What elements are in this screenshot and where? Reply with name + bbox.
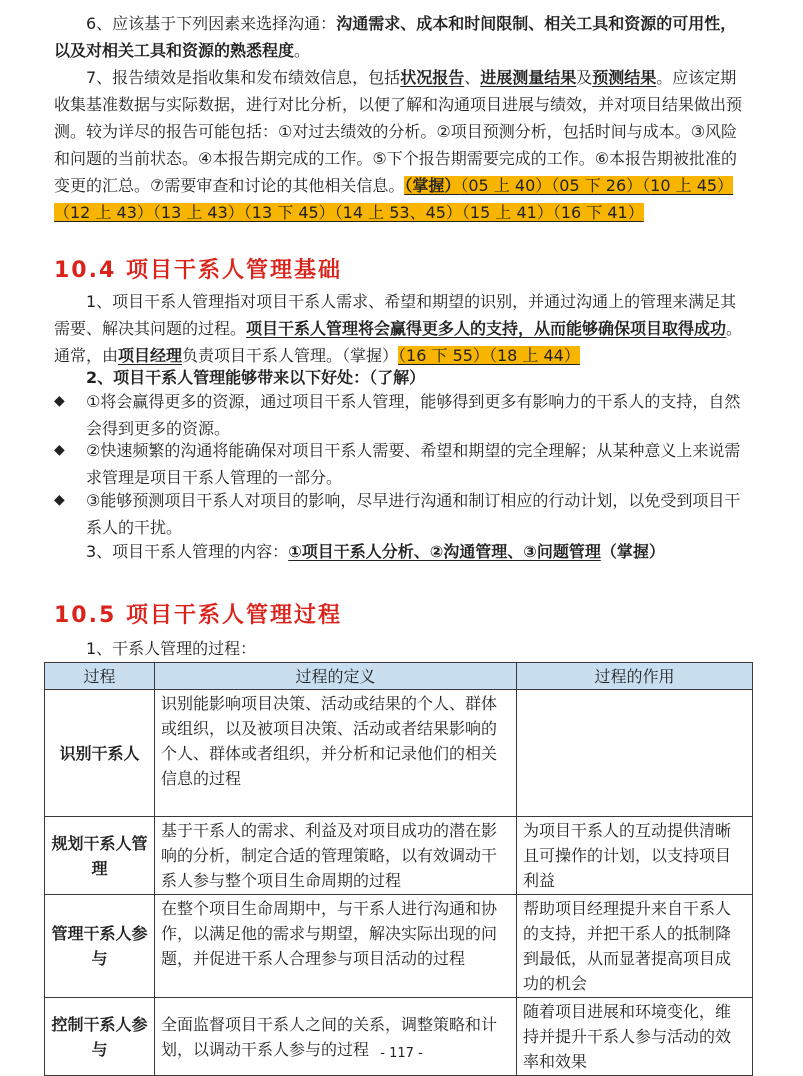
p7-forecast-results: 预测结果 bbox=[592, 68, 657, 87]
page-number: - 117 - bbox=[380, 1046, 423, 1061]
s104-p1-underline: 项目干系人管理将会赢得更多人的支持，从而能够确保项目取得成功 bbox=[246, 319, 727, 338]
p6-bold: 沟通需求、成本和时间限制、相关工具和资源的可用性，以及对相关工具和资源的熟悉程度 bbox=[54, 14, 737, 60]
process-definition: 全面监督项目干系人之间的关系，调整策略和计划，以调动干系人参与的过程 bbox=[155, 998, 517, 1076]
table-header-row bbox=[45, 663, 753, 690]
benefit-item-2: ②快速频繁的沟通将能确保对项目干系人需要、希望和期望的完全理解；从某种意义上来说需求管理是项目干系人管理的一部分。 bbox=[86, 441, 741, 487]
process-role: 帮助项目经理提升来自干系人的支持，并把干系人的抵制降到最低，从而显著提高项目成功的机会 bbox=[517, 895, 753, 998]
s104-p3-content: ①项目干系人分析、②沟通管理、③问题管理 bbox=[288, 542, 601, 561]
table-row bbox=[45, 690, 753, 817]
s104-p1-pm: 项目经理 bbox=[118, 346, 183, 365]
p7-progress-results: 进展测量结果 bbox=[480, 68, 577, 87]
s104-p1-mid: 。通常，由 bbox=[54, 319, 743, 365]
process-table bbox=[44, 662, 753, 1076]
table-row bbox=[45, 998, 753, 1076]
s104-p1-end: 负责项目干系人管理。（掌握） bbox=[182, 346, 399, 365]
s104-paragraph-1 bbox=[54, 288, 750, 369]
process-definition: 识别能影响项目决策、活动或结果的个人、群体或组织，以及被项目决策、活动或者结果影响的个人、群体或者组织，并分析和记录他们的相关信息的过程 bbox=[155, 690, 517, 817]
process-name: 控制干系人参与 bbox=[45, 998, 155, 1076]
p7-exam-refs: （05 上 40）（05 下 26）（10 上 45）（12 上 43）（13 上 43）（13 下 45）（14 上 53、45）（15 上 41）（16 下 41） bbox=[54, 176, 734, 222]
process-name: 管理干系人参与 bbox=[45, 895, 155, 998]
section-heading-10-5: 10.5 项目干系人管理过程 bbox=[54, 603, 342, 628]
p7-tag: （掌握） bbox=[404, 176, 461, 195]
paragraph-6 bbox=[54, 10, 750, 64]
s104-p3-lead: 3、项目干系人管理的内容： bbox=[86, 542, 289, 561]
p7-status-report: 状况报告 bbox=[400, 68, 465, 87]
p7-body: 。应该定期收集基准数据与实际数据，进行对比分析，以便了解和沟通项目进展与绩效，并对项目结果做出预测。较为详尽的报告可能包括：①对过去绩效的分析。②项目预测分析，包括时间与成本。③风险和问题的当前状态。④本报告期完成的工作。⑤下个报告期需要完成的工作。⑥本报告期被批准的变更的汇总。⑦需要审查和讨论的其他相关信息。 bbox=[54, 68, 743, 195]
p6-lead: 6、应该基于下列因素来选择沟通： bbox=[86, 14, 337, 33]
diamond-bullet-icon: ◆ bbox=[54, 393, 65, 409]
p7-sep1: 、 bbox=[464, 68, 481, 87]
header-process: 过程 bbox=[45, 663, 155, 690]
table-row bbox=[45, 895, 753, 998]
process-name: 规划干系人管理 bbox=[45, 817, 155, 895]
s104-paragraph-2 bbox=[54, 364, 750, 391]
process-role bbox=[517, 690, 753, 817]
s105-intro: 1、干系人管理的过程： bbox=[86, 639, 257, 658]
s104-p1-lead: 1、项目干系人管理指对项目干系人需求、希望和期望的识别，并通过沟通上的管理来满足其需要、解决其问题的过程。 bbox=[54, 292, 737, 338]
p7-sep2: 及 bbox=[576, 68, 593, 87]
s104-p2-text: 2、项目干系人管理能够带来以下好处：（了解） bbox=[86, 368, 426, 387]
p7-lead: 7、报告绩效是指收集和发布绩效信息，包括 bbox=[86, 68, 401, 87]
process-name: 识别干系人 bbox=[45, 690, 155, 817]
s104-p1-exam-refs: （16 下 55）（18 上 44） bbox=[398, 346, 580, 365]
benefit-item-1: ①将会赢得更多的资源，通过项目干系人管理，能够得到更多有影响力的干系人的支持，自然会得到更多的资源。 bbox=[86, 392, 741, 438]
process-role: 为项目干系人的互动提供清晰且可操作的计划，以支持项目利益 bbox=[517, 817, 753, 895]
header-definition: 过程的定义 bbox=[155, 663, 517, 690]
s104-p3-tag: （掌握） bbox=[600, 542, 665, 561]
s104-paragraph-3 bbox=[54, 538, 750, 565]
diamond-bullet-icon: ◆ bbox=[54, 492, 65, 508]
header-role: 过程的作用 bbox=[517, 663, 753, 690]
process-definition: 基于干系人的需求、利益及对项目成功的潜在影响的分析，制定合适的管理策略，以有效调动干系人参与整个项目生命周期的过程 bbox=[155, 817, 517, 895]
benefit-item-3: ③能够预测项目干系人对项目的影响，尽早进行沟通和制订相应的行动计划，以免受到项目干系人的干扰。 bbox=[86, 491, 741, 537]
table-row bbox=[45, 817, 753, 895]
process-definition: 在整个项目生命周期中，与干系人进行沟通和协作，以满足他的需求与期望，解决实际出现的问题，并促进干系人合理参与项目活动的过程 bbox=[155, 895, 517, 998]
section-heading-10-4: 10.4 项目干系人管理基础 bbox=[54, 258, 342, 283]
process-role: 随着项目进展和环境变化，维持并提升干系人参与活动的效率和效果 bbox=[517, 998, 753, 1076]
p6-end: 。 bbox=[294, 41, 311, 60]
paragraph-7 bbox=[54, 64, 750, 226]
diamond-bullet-icon: ◆ bbox=[54, 442, 65, 458]
